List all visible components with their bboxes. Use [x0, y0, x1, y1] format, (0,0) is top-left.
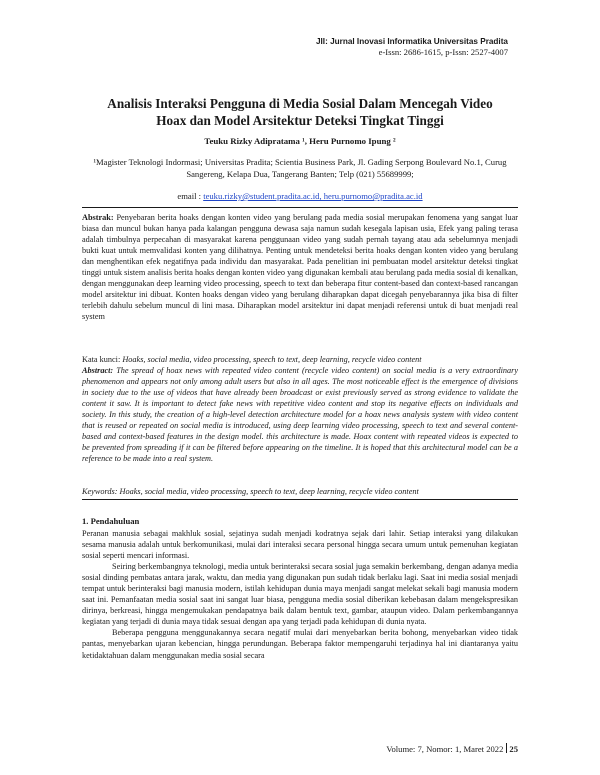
keywords-en-text: Hoaks, social media, video processing, speech to text, deep learning, recycle video content [119, 487, 419, 496]
volume-info: Volume: 7, Nomor: 1, Maret 2022 [386, 744, 504, 754]
journal-header [316, 36, 508, 58]
page-number: 25 [509, 744, 518, 754]
abstract-en-text: The spread of hoax news with repeated video content (recycle video content) on social media is a very extraordinary phenomenon and appears not only among adult users but also in all ages. The most noticeable effect is the emergence of divisions in society due to the use of videos that have already been broadcast or exist previously served as strong evidence to validate the content it saw. It is important to detect fake news with repetitive video content and stop its negative effects on individuals and society. In this study, the creation of a high-level detection architecture model for a hoax news analysis system with video content that is reused or repeated on social media is introduced, using deep learning video processing, speech to text and several content-based and context-based features in the design model. this architecture is made. Hoax content with repeated videos is expected to be prevented from spreading if it can be filtered before appearing on the timeline. It is hoped that this architectural model can be a reference to be made into a real system. [82, 366, 518, 464]
keywords-english [82, 486, 518, 497]
journal-name: JII: Jurnal Inovasi Informatika Universitas Pradita [315, 37, 508, 46]
footer-separator [506, 743, 507, 753]
paper-title: Analisis Interaksi Pengguna di Media Sosial Dalam Mencegah Video Hoax dan Model Arsitektur Deteksi Tingkat Tinggi [107, 96, 493, 128]
email-label: email : [177, 191, 202, 201]
paragraph: Beberapa pengguna menggunakannya secara negatif mulai dari menyebarkan berita bohong, menyebarkan video tidak pantas, menyebarkan ujaran kebencian, hingga perundungan. Beberapa faktor mempengaruhi terjadinya hal ini diantaranya yaitu ketidaktahuan dalam menggunakan media sosial secara [82, 628, 518, 660]
paragraph: Seiring berkembangnya teknologi, media untuk berinteraksi secara sosial juga semakin berkembang, dengan adanya media sosial dinding pembatas antara jarak, waktu, dan media yang digunakan pun sudah tidak berlaku lagi. Saat ini media sosial menjadi tempat untuk berinteraksi bagi manusia modern, istilah kehidupan dunia maya menjadi sangat melekat sekali bagi manusia modern saat ini. Pemanfaatan media sosial saat ini sangat luar biasa, pengguna media sosial diberikan kebebasan dalam mengekspresikan dirinya, berkreasi, hingga mengemukakan pendapatnya baik dalam bentuk text, gambar, ataupun video. Dalam perkembangannya kegiatan yang terjadi di dunia maya tidak sesuai dengan apa yang terjadi pada kehidupan di dunia nyata. [82, 562, 518, 627]
abstract-english [82, 365, 518, 464]
keywords-en-label: Keywords: [82, 487, 118, 496]
divider-top [82, 207, 518, 208]
page-footer [386, 743, 518, 754]
paper-authors: Teuku Rizky Adipratama ¹, Heru Purnomo Ipung ² [204, 136, 396, 146]
keywords-indonesian [82, 354, 518, 365]
keywords-id-text: Hoaks, social media, video processing, speech to text, deep learning, recycle video content [122, 355, 422, 364]
keywords-id-label: Kata kunci: [82, 355, 121, 364]
abstract-id-text: Penyebaran berita hoaks dengan konten video yang berulang pada media sosial merupakan fenomena yang sangat luar biasa dan muncul bukan hanya pada kalangan pengguna dewasa saja namun sudah kesegala lapisan usia, Efek yang paling terasa adalah timbulnya perpecahan di masyarakat karena penggunaan video yang sudah pernah tayang atau ada sebelumnya menjadi bukti kuat untuk memvalidasi konten yang dilihatnya. Penting untuk mendeteksi berita hoaks dengan konten video yang berulang dan menghentikan efek negatifnya pada individu dan masyarakat. Pada penelitian ini pembuatan model arsitektur deteksi tingkat tinggi untuk sistem analisis berita hoaks dengan konten video yang digunakan kembali atau berulang pada media sosial di kenalkan, dengan menggunakan deep learning video processing, speech to text dan beberapa fitur content-based dan context-based rancangan model arsitektur ini dibuat. Konten hoaks dengan video yang berulang diharapkan dapat dicegah penyebarannya jika bisa di filter terlebih dahulu sebelum muncul di lini masa. Diharapkan model arsitektur ini dapat menjadi referensi untuk di buat menjadi real system [82, 213, 518, 322]
email-link[interactable]: teuku.rizky@student.pradita.ac.id, heru.purnomo@pradita.ac.id [203, 191, 423, 201]
divider-bottom [82, 499, 518, 500]
author-email [90, 190, 510, 202]
abstract-id-label: Abstrak: [82, 213, 114, 222]
author-affiliation: ¹Magister Teknologi Indormasi; Universitas Pradita; Scientia Business Park, Jl. Gading Serpong Boulevard No.1, Curug Sangereng, Kelapa Dua, Tangerang Banten; Telp (021) 55689999; [93, 157, 507, 179]
section-heading: 1. Pendahuluan [82, 516, 140, 526]
journal-issn: e-Issn: 2686-1615, p-Issn: 2527-4007 [378, 47, 508, 57]
abstract-en-label: Abstract: [82, 366, 114, 375]
paragraph: Peranan manusia sebagai makhluk sosial, sejatinya sudah menjadi kodratnya sejak dari lahir. Setiap interaksi yang dilakukan sesama manusia adalah untuk berkomunikasi, mulai dari interaksi secara personal hingga secara umum untuk pemenuhan kegiatan sosial seperti mencari informasi. [82, 529, 518, 561]
abstract-indonesian [82, 212, 518, 322]
section-body [82, 528, 518, 661]
